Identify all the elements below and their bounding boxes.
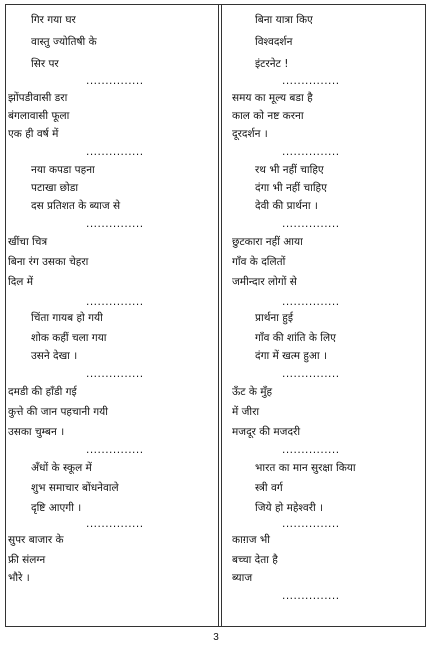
poem-line: बिना यात्रा किए: [255, 14, 313, 26]
poem-line: शोक कहीं चला गया: [31, 332, 107, 344]
stanza-separator: ...............: [86, 368, 144, 380]
stanza-separator: ...............: [86, 518, 144, 530]
poem-line: कुत्ते की जान पहचानी गयी: [8, 406, 108, 418]
stanza-separator: ...............: [282, 444, 340, 456]
poem-line: चिंता गायब हो गयी: [31, 312, 103, 324]
column-divider: [218, 5, 219, 626]
stanza-separator: ...............: [86, 75, 144, 87]
poem-line: झोंपडीवासी डरा: [8, 92, 68, 104]
poem-line: पटाखा छोडा: [31, 182, 79, 194]
poem-line: जिये हो महेश्वरी ।: [255, 502, 324, 514]
stanza-separator: ...............: [282, 368, 340, 380]
stanza-separator: ...............: [282, 296, 340, 308]
poem-line: उसने देखा ।: [31, 350, 78, 362]
poem-line: बिना रंग उसका चेहरा: [8, 256, 89, 268]
poem-line: दस प्रतिशत के ब्याज से: [31, 200, 121, 212]
poem-line: दृष्टि आएगी ।: [31, 502, 82, 514]
poem-line: गाँव के दलितों: [232, 256, 286, 268]
poem-line: रथ भी नहीं चाहिए: [255, 164, 324, 176]
poem-line: दिल में: [8, 276, 34, 288]
right-column: [222, 5, 426, 626]
poem-line: में जीरा: [232, 406, 260, 418]
stanza-separator: ...............: [282, 146, 340, 158]
poem-line: ऊँट के मुँह: [232, 386, 273, 398]
poem-line: समय का मूल्य बडा है: [232, 92, 313, 104]
poem-line: सिर पर: [31, 58, 59, 70]
poem-line: दंगा में खत्म हुआ ।: [255, 350, 327, 362]
poem-line: फ्री संलग्न: [8, 554, 46, 566]
stanza-separator: ...............: [86, 146, 144, 158]
poem-line: नया कपडा पहना: [31, 164, 95, 176]
poem-line: दूरदर्शन ।: [232, 128, 268, 140]
poem-line: काल को नष्ट करना: [232, 110, 304, 122]
poem-line: गाँव की शांति के लिए: [255, 332, 336, 344]
poem-line: दंगा भी नहीं चाहिए: [255, 182, 327, 194]
poem-line: गिर गया घर: [31, 14, 76, 26]
poem-line: भौरे ।: [8, 572, 30, 584]
poem-line: ब्याज: [232, 572, 253, 584]
poem-line: देवी की प्रार्थना ।: [255, 200, 318, 212]
poem-line: जमीन्दार लोगों से: [232, 276, 297, 288]
stanza-separator: ...............: [282, 218, 340, 230]
poem-line: प्रार्थना हुई: [255, 312, 294, 324]
poem-line: उसका चुम्बन ।: [8, 426, 65, 438]
poem-line: बच्चा देता है: [232, 554, 278, 566]
poem-line: खींचा चित्र: [8, 236, 48, 248]
poem-line: दमडी की हाँडी गई: [8, 386, 77, 398]
stanza-separator: ...............: [86, 444, 144, 456]
poem-line: भारत का मान सुरक्षा किया: [255, 462, 356, 474]
poem-line: शुभ समाचार बोंधनेवाले: [31, 482, 119, 494]
stanza-separator: ...............: [86, 218, 144, 230]
poem-line: छुटकारा नहीं आया: [232, 236, 303, 248]
stanza-separator: ...............: [282, 518, 340, 530]
poem-line: काग़ज भी: [232, 534, 270, 546]
poem-line: बंगलावासी फूला: [8, 110, 70, 122]
poem-line: स्त्री वर्ग: [255, 482, 283, 494]
poem-line: वास्तु ज्योतिषी के: [31, 36, 97, 48]
stanza-separator: ...............: [282, 75, 340, 87]
poem-line: अँधों के स्कूल में: [31, 462, 92, 474]
stanza-separator: ...............: [86, 296, 144, 308]
poem-line: सुपर बाजार के: [8, 534, 64, 546]
page-number: 3: [213, 632, 219, 643]
poem-line: विश्वदर्शन: [255, 36, 293, 48]
poem-line: मजदूर की मजदरी: [232, 426, 301, 438]
poem-line: एक ही वर्ष में: [8, 128, 59, 140]
page-frame: [5, 4, 426, 627]
poem-line: इंटरनेट !: [255, 58, 289, 70]
left-column: [6, 5, 218, 626]
stanza-separator: ...............: [282, 590, 340, 602]
